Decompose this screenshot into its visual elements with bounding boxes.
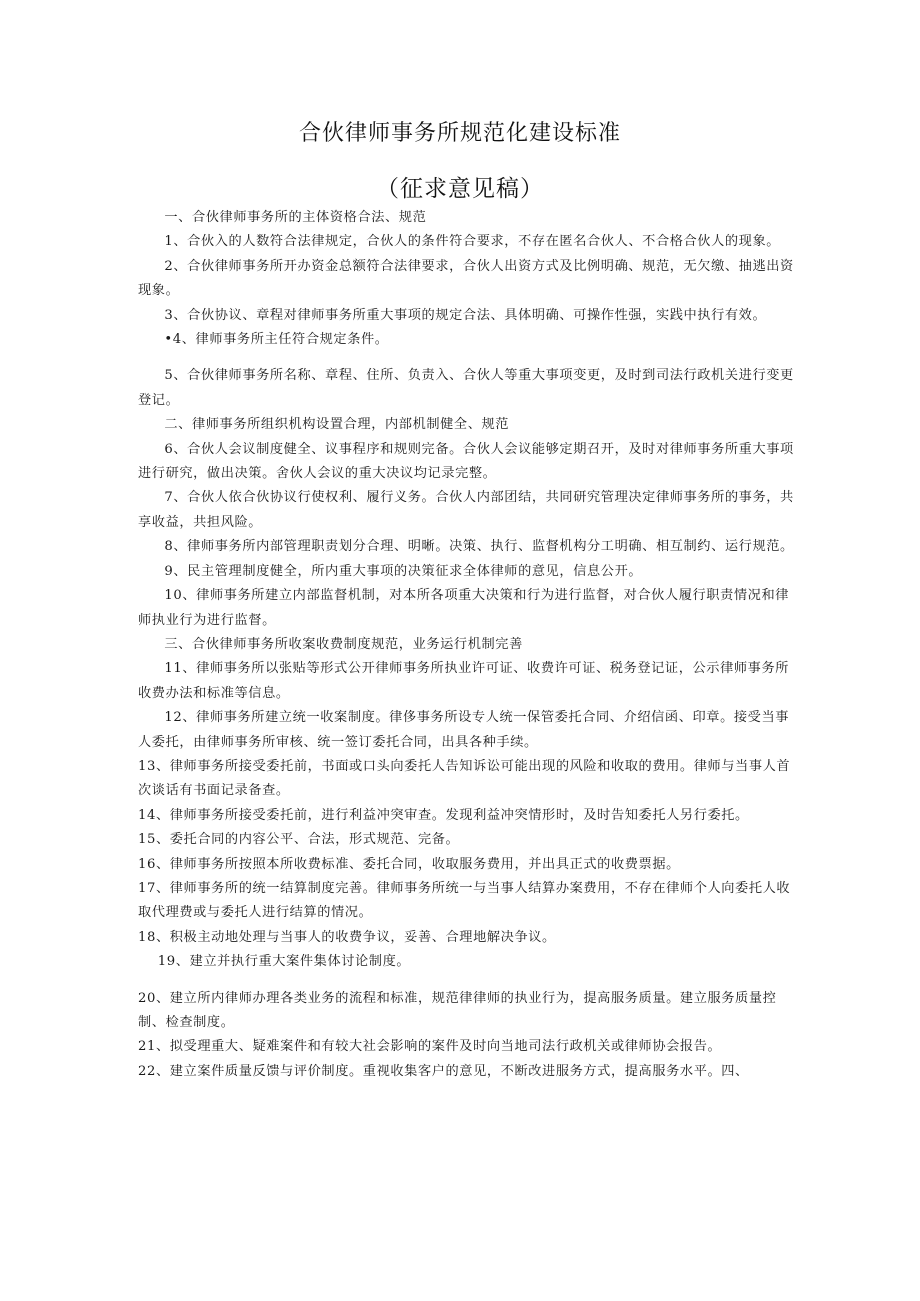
- paragraph: 22、建立案件质量反馈与评价制度。重视收集客户的意见，不断改进服务方式，提高服务水平。四、: [138, 1063, 749, 1079]
- paragraph: 21、拟受理重大、疑难案件和有较大社会影响的案件及时向当地司法行政机关或律师协会报告。: [138, 1039, 722, 1055]
- paragraph: 20、建立所内律师办理各类业务的流程和标准，规范律律师的执业行为，提高服务质量。建立服务质量控制、检查制度。: [138, 990, 777, 1030]
- paragraph: 5、合伙律师事务所名称、章程、住所、负责入、合伙人等重大事项变更，及时到司法行政机关进行变更登记。: [138, 368, 794, 408]
- paragraph: 2、合伙律师事务所开办资金总额符合法律要求，合伙人出资方式及比例明确、规范，无欠缴、抽逃出资现象。: [138, 258, 794, 299]
- paragraph: 12、律师事务所建立统一收案制度。律侈事务所设专人统一保管委托合同、介绍信函、印章。接受当事人委托，由律师事务所审核、统一签订委托合同，出具各种手续。: [138, 710, 790, 750]
- paragraph: 11、律师事务所以张贴等形式公开律师事务所执业许可证、收费许可证、税务登记证，公示律师事务所收费办法和标准等信息。: [138, 661, 790, 701]
- section-heading: 一、合伙律师事务所的主体资格合法、规范: [164, 210, 427, 225]
- paragraph: 10、律师事务所建立内部监督机制，对本所各项重大决策和行为进行监督，对合伙人履行职责情况和律师执业行为进行监督。: [138, 588, 790, 628]
- paragraph: 7、合伙人依合伙协议行使权利、履行义务。合伙人内部团结，共同研究管理决定律师事务所的事务，共享收益，共担风险。: [138, 490, 794, 530]
- paragraph: 18、积极主动地处理与当事人的收费争议，妥善、合理地解决争议。: [138, 929, 556, 945]
- paragraph: 19、建立并执行重大案件集体讨论制度。: [157, 954, 411, 970]
- paragraph: 1、合伙入的人数符合法律规定，合伙人的条件符合要求，不存在匿名合伙人、不合格合伙人的现象。: [164, 234, 781, 250]
- paragraph: 16、律师事务所按照本所收费标准、委托合同，收取服务费用，并出具正式的收费票据。: [138, 856, 680, 872]
- document-body: [138, 206, 798, 1084]
- paragraph: 8、律师事务所内部管理职责划分合理、明晰。决策、执行、监督机构分工明确、相互制约、运行规范。: [164, 539, 794, 555]
- paragraph: 13、律师事务所接受委托前，书面或口头向委托人告知诉讼可能出现的风险和收取的费用。律师与当事人首次谈话有书面记录备查。: [138, 758, 791, 799]
- paragraph: 3、合伙协议、章程对律师事务所重大事项的规定合法、具体明确、可操作性强，实践中执行有效。: [164, 307, 767, 323]
- paragraph: 6、合伙人会议制度健全、议事程序和规则完备。合伙人会议能够定期召开，及时对律师事务所重大事项进行研究，做出决策。舍伙人会议的重大决议均记录完整。: [138, 441, 794, 482]
- document-subtitle: （征求意见稿）: [376, 176, 544, 202]
- paragraph: 15、委托合同的内容公平、合法，形式规范、完备。: [138, 832, 460, 848]
- paragraph: 9、民主管理制度健全，所内重大事项的决策征求全体律师的意见，信息公开。: [164, 563, 643, 579]
- paragraph: 14、律师事务所接受委托前，进行利益冲突审查。发现利益冲突情形时，及时告知委托人另行委托。: [138, 807, 749, 823]
- paragraph: 17、律师事务所的统一结算制度完善。律师事务所统一与当事人结算办案费用，不存在律师个人向委托人收取代理费或与委托人进行结算的情况。: [138, 880, 791, 921]
- section-heading: 二、律师事务所组织机构设置合理，内部机制健全、规范: [164, 417, 510, 433]
- section-heading: 三、合伙律师事务所收案收费制度规范，业务运行机制完善: [164, 636, 523, 652]
- document-title: 合伙律师事务所规范化建设标准: [298, 121, 621, 146]
- paragraph: •4、律师事务所主任符合规定条件。: [164, 332, 389, 348]
